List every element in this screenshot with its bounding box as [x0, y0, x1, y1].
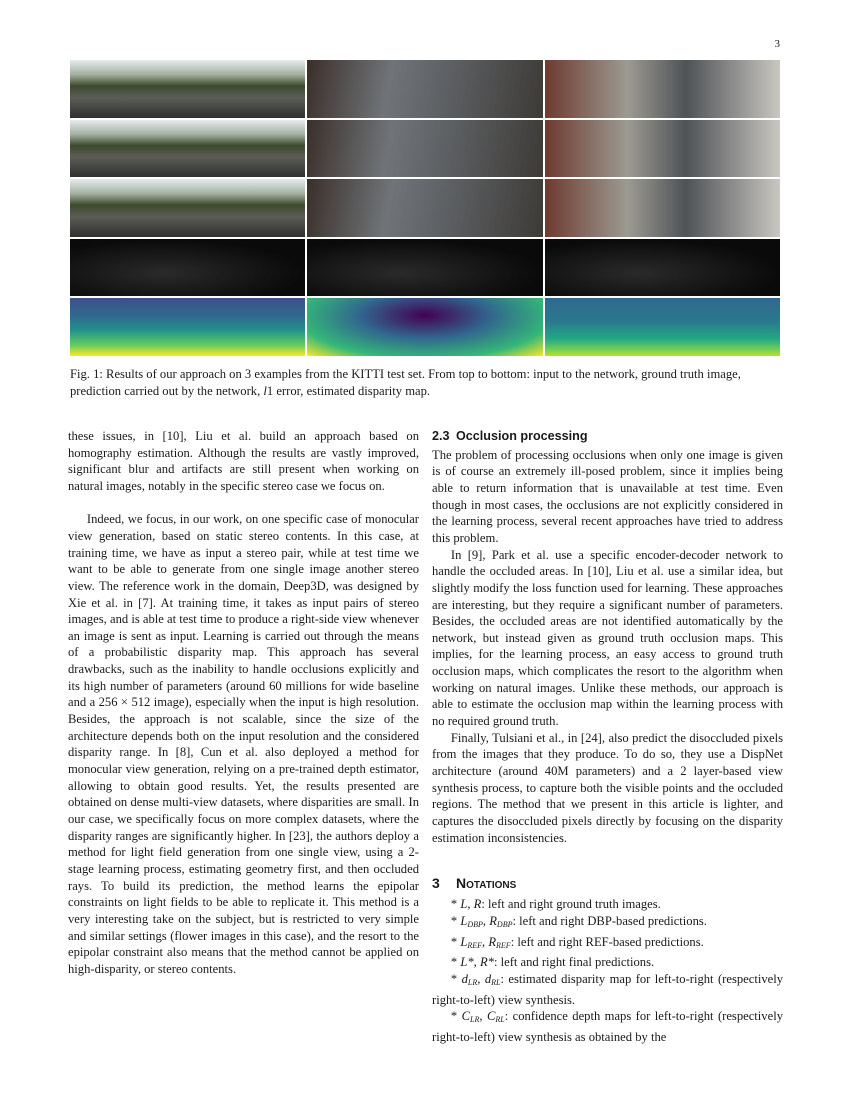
notation-symbol: R* — [479, 955, 494, 970]
input-image-2 — [307, 60, 542, 118]
section-title: Notations — [456, 875, 517, 892]
figure-1-grid — [70, 60, 780, 356]
right-column — [432, 428, 783, 1046]
notation-symbol: R — [488, 934, 497, 949]
notation-symbol: L — [460, 934, 468, 949]
section-heading-3 — [432, 874, 783, 892]
notation-text: : left and right final predictions. — [493, 955, 655, 970]
paragraph: The problem of processing occlusions when only one image is given is of course an extremely ill-posed problem, since it implies being able to return information that is unavailable at test time. Even though in most cases, the occlusions are not explicitly considered in the learning process, several recent approaches have tried to address this problem. — [432, 447, 783, 545]
notations-list — [432, 896, 783, 1045]
notation-symbol: L — [460, 914, 468, 928]
input-image-1 — [70, 60, 305, 118]
section-title: Occlusion processing — [456, 429, 588, 443]
notation-separator: , — [467, 897, 474, 912]
error-image-3 — [545, 239, 780, 297]
disparity-map-2 — [307, 298, 542, 356]
section-heading-2-3 — [432, 428, 783, 445]
prediction-image-2 — [307, 179, 542, 237]
error-image-1 — [70, 239, 305, 297]
notation-symbol: R — [473, 897, 482, 912]
notation-item: * L*, R*: left and right final predictions. — [450, 955, 655, 970]
notation-subscript: LR — [470, 1015, 480, 1025]
caption-text: Fig. 1: Results of our approach on 3 examples from the KITTI test set. From top to bottom: input to the network, ground truth image, prediction carried out by the network, — [70, 367, 741, 398]
notation-text: : left and right REF-based predictions. — [510, 934, 704, 949]
notation-subscript: REF — [467, 940, 483, 950]
notation-item: * $L_{DBP}$, $R_{DBP}$: left and right DBP-based predictions. — [450, 914, 707, 929]
notation-item: * $L_{REF}$, $R_{REF}$: left and right REF-based predictions. — [450, 934, 704, 950]
notation-text: : left and right ground truth images. — [481, 897, 661, 912]
input-image-3 — [545, 60, 780, 118]
prediction-image-1 — [70, 179, 305, 237]
error-image-2 — [307, 239, 542, 297]
paragraph: Finally, Tulsiani et al., in [24], also predict the disoccluded pixels from the images that they produce. To do so, they use a DispNet architecture (around 40M parameters) and a 2 layer-based view synthesis process, to capture both the visible points and the occluded regions. The method that we present in this article is lighter, and captures the disoccluded pixels directly by focusing on the disparity estimation inconsistencies. — [432, 730, 783, 845]
notation-subscript: RL — [495, 1015, 505, 1025]
left-column — [68, 428, 419, 978]
section-number: 3 — [432, 875, 440, 892]
notation-subscript: DBP — [467, 920, 483, 929]
notation-symbol: R — [489, 914, 497, 928]
page-number: 3 — [774, 38, 780, 50]
notation-separator: , — [479, 1009, 487, 1024]
notation-symbol: L* — [460, 955, 474, 970]
notation-item: * $d_{LR}$, $d_{RL}$: estimated disparity map for left-to-right (respectively right-to-left) view synthesis. — [432, 971, 784, 1007]
notation-separator: , — [473, 955, 480, 970]
caption-math: l — [263, 384, 267, 398]
notation-text: : left and right DBP-based predictions. — [512, 914, 707, 928]
ground-truth-image-2 — [307, 120, 542, 178]
ground-truth-image-1 — [70, 120, 305, 178]
disparity-map-3 — [545, 298, 780, 356]
prediction-image-3 — [545, 179, 780, 237]
notation-subscript: LR — [467, 977, 478, 987]
notation-symbol: d — [484, 971, 492, 986]
notation-item: * $C_{LR}$, $C_{RL}$: confidence depth maps for left-to-right (respectively right-to-left) view synthesis as obtained by the — [432, 1009, 783, 1044]
notation-separator: , — [477, 971, 485, 986]
caption-text-end: 1 error, estimated disparity map. — [266, 384, 431, 398]
ground-truth-image-3 — [545, 120, 780, 178]
notation-subscript: DBP — [496, 920, 513, 929]
notation-text: : estimated disparity map for left-to-right (respectively right-to-left) view synthesis. — [432, 971, 784, 1007]
notation-subscript: REF — [496, 940, 511, 950]
notation-text: : confidence depth maps for left-to-right (respectively right-to-left) view synthesis as obtained by the — [432, 1009, 783, 1044]
paragraph: these issues, in [10], Liu et al. build an approach based on homography estimation. Although the results are vastly improved, significant blur and artifacts are still present when working on natural images, notably in the specific stereo case we focus on. — [68, 429, 419, 493]
disparity-map-1 — [70, 298, 305, 356]
section-number: 2.3 — [432, 429, 450, 443]
notation-separator: , — [482, 934, 489, 949]
paragraph: In [9], Park et al. use a specific encoder-decoder network to handle the occluded areas. In [10], Liu et al. use a similar idea, but slightly modify the loss function used for learning. These approaches are interesting, but they require a significant number of parameters. Besides, the occluded areas are not identified automatically by the network, but instead given as ground truth occlusion maps. This implies, for the learning process, an easy access to ground truth occlusion maps, which complicates the resort to the algorithm when working on natural images. Unlike these methods, our approach is able to estimate the occlusion map within the learning process with no required ground truth. — [432, 547, 783, 729]
notation-symbol: C — [461, 1009, 471, 1024]
notation-subscript: RL — [491, 977, 501, 987]
notation-symbol: d — [461, 971, 468, 986]
notation-separator: , — [482, 914, 490, 928]
paragraph: Indeed, we focus, in our work, on one specific case of monocular view generation, based on static stereo contents. In this case, at training time, we have as input a stereo pair, while at test time we want to be able to generate from one single image another stereo view. The reference work in the domain, Deep3D, was designed by Xie et al. in [7]. At training time, it takes as input pairs of stereo images, and is able at test time to produce a right-side view whenever an image is sent as input. Learning is carried out through the means of a probabilistic disparity map. This approach has several drawbacks, such as the inability to handle occlusions explicitly and its high number of parameters (around 60 millions for wide baseline and a 256 × 512 image), especially when the input is high resolution. Besides, the approach is not scalable, since the size of the architecture depends both on the input resolution and the considered disparity range. In [8], Cun et al. also deployed a method for monocular view generation, relying on a pre-trained depth estimator, allowing to obtain good results. Yet, the results presented are obtained on dense multi-view datasets, where disparities are small. In our case, we specifically focus on more complex datasets, where the disparity ranges are significantly higher. In [23], the authors deploy a method for light field generation from one single view, using a 2-stage learning process, estimating geometry first, and then occluded rays. To build its prediction, the method learns the epipolar constraints on light fields to be able to replicate it. This method is a very interesting take on the subject, but is restricted to very simple and similar settings (flower images in this case), and the resort to the epipolar constraint also means that the method cannot be applied on high-disparity, or stereo contents. — [68, 512, 419, 976]
notation-item: * L, R: left and right ground truth images. — [450, 897, 661, 912]
notation-symbol: C — [486, 1009, 496, 1024]
notation-symbol: L — [460, 897, 468, 912]
figure-caption — [70, 366, 782, 400]
